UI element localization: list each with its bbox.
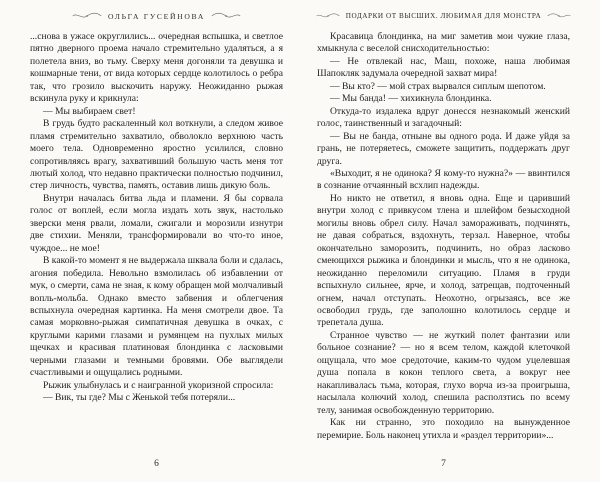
right-header-title: ПОДАРКИ ОТ ВЫСШИХ. ЛЮБИМАЯ ДЛЯ МОНСТРА bbox=[345, 12, 542, 20]
paragraph: ...снова в ужасе округлились... очередная вспышка, и светлое пятно дверного проема начало стремительно удаляться, а я полетела вниз, во тьму. Сверху меня догоняли та девушка и кошмарные тени, от вида которых сердце колотилось о ребра так, что грозило выскочить наружу. Неожиданно рыжая вскинула руку и крикнула: bbox=[30, 31, 283, 105]
header-flourish-left-icon bbox=[72, 12, 102, 20]
right-running-head bbox=[317, 10, 570, 22]
left-page-text bbox=[30, 31, 283, 454]
right-page bbox=[300, 0, 600, 482]
paragraph: — Не отвлекай нас, Маш, похоже, наша любимая Шапокляк задумала очередной захват мира! bbox=[317, 55, 570, 80]
paragraph: Но никто не ответил, я вновь одна. Еще и царивший внутри холод с привкусом тлена и шлейфом безысходной могилы вновь обрел силу. Начал замораживать, подчинять, не давая собраться, вздохнуть, терзал. Наверное, чтобы окончательно заморозить, подчинить, но образ ласково смеющихся рыжика и блондинки и мысль, что я не одинока, неожиданно переломили ситуацию. Пламя в груди вспыхнуло сильнее, ярче, и холод, затрещав, подточенный огнем, начал отступать. Неохотно, огрызаясь, все же освободил грудь, где заполошно колотилось сердце и трепетала душа. bbox=[317, 192, 570, 329]
paragraph: В грудь будто раскаленный кол воткнули, а следом живое пламя стремительно захватило, обволокло верхнюю часть моего тела. Одновременно яростно усилился, словно сопротивляясь врагу, захвативший большую часть меня тот лютый холод, что недавно практически полностью подчинил, стер личность, чувства, память, оставив лишь дикую боль. bbox=[30, 118, 283, 192]
right-page-number: 7 bbox=[441, 459, 446, 469]
paragraph: Рыжик улыбнулась и с наигранной укоризной спросила: bbox=[43, 379, 274, 391]
paragraph: — Мы выбираем свет! bbox=[43, 105, 136, 117]
paragraph: «Выходит, я не одинока? Я кому-то нужна?» — ввинтился в сознание отчаянный всхлип надежды. bbox=[317, 167, 570, 192]
paragraph: В какой-то момент я не выдержала шквала боли и сдалась, агония победила. Невольно взмолилась об избавлении от мук, о смерти, сама не зная, к кому обращен мой молчаливый вопль-мольба. Однако вместо забвения и облегчения вспыхнула очередная картинка. На меня смотрели двое. Та самая морковно-рыжая симпатичная девушка в очках, с круглыми карими глазами и румянцем на пухлых милых щечках и красивая платиновая блондинка с ласковыми черными глазами и темными бровями. Обе выглядели счастливыми и ощущались родными. bbox=[30, 255, 283, 379]
paragraph: — Вы кто? — мой страх вырвался сиплым шепотом. bbox=[330, 80, 546, 92]
header-flourish-left-icon bbox=[316, 12, 340, 20]
left-running-head bbox=[30, 10, 283, 22]
paragraph: Красавица блондинка, на миг заметив мои чужие глаза, хмыкнула с веселой снисходительностью: bbox=[317, 31, 570, 55]
left-header-title: ОЛЬГА ГУСЕЙНОВА bbox=[107, 11, 206, 21]
header-flourish-right-icon bbox=[211, 12, 241, 20]
paragraph: Странное чувство — не жуткий полет фантазии или больное сознание? — но я всем телом, каждой клеточкой ощущала, что мое средоточие, каким-то чудом уцелевшая душа попала в кокон теплого света, а вокруг нее накапливалась тьма, которая, глухо ворча из-за проигрыша, насылала колючий холод, спешила расползтись по всему телу, занимая освобожденную территорию. bbox=[317, 329, 570, 416]
paragraph: Как ни странно, это походило на вынужденное перемирие. Боль наконец утихла и «раздел территории»... bbox=[317, 417, 570, 441]
header-flourish-right-icon bbox=[547, 12, 571, 20]
paragraph: — Вик, ты где? Мы с Женькой тебя потеряли... bbox=[43, 392, 236, 404]
paragraph: — Вы не банда, отныне вы одного рода. И даже уйдя за грань, не потеряетесь, сможете защитить, поддержать друг друга. bbox=[317, 130, 570, 167]
left-page-number: 6 bbox=[154, 459, 159, 469]
paragraph: Внутри началась битва льда и пламени. Я бы сорвала голос от воплей, если могла издать хоть звук, настолько зверски меня рвали, ломали, сжигали и морозили изнутри две стихии. Меняли, трансформировали во что-то иное, чуждое... не мое! bbox=[30, 192, 283, 254]
paragraph: — Мы банда! — хихикнула блондинка. bbox=[330, 93, 492, 105]
paragraph: Откуда-то издалека вдруг донесся незнакомый женский голос, таинственный и загадочный: bbox=[317, 105, 570, 130]
right-page-text bbox=[317, 31, 570, 454]
